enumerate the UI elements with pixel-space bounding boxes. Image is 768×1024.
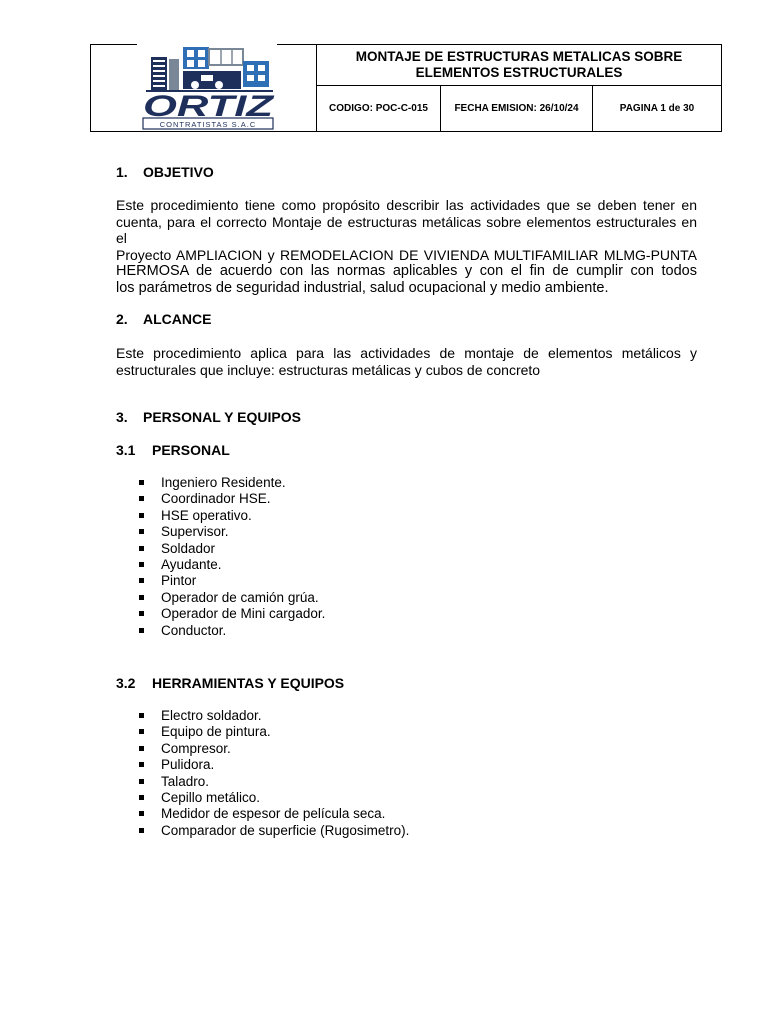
header-meta-row — [317, 86, 721, 131]
list-item: Operador de Mini cargador. — [136, 606, 325, 622]
personal-list — [136, 475, 325, 639]
list-item: Electro soldador. — [136, 708, 409, 724]
subsection-heading-personal — [116, 442, 230, 458]
paragraph-line: cuenta, para el correcto Montaje de estructuras metálicas sobre elementos estructurales en el — [116, 213, 697, 246]
logo-tagline: CONTRATISTAS S.A.C — [159, 120, 257, 129]
section-number: 3. — [116, 409, 128, 425]
list-item: Pulidora. — [136, 757, 409, 773]
section-title: ALCANCE — [143, 311, 212, 327]
document-code: CODIGO: POC-C-015 — [317, 86, 441, 131]
list-item: Operador de camión grúa. — [136, 590, 325, 606]
list-item: Supervisor. — [136, 524, 325, 540]
section-heading-alcance — [116, 311, 211, 327]
paragraph-line: HERMOSA de acuerdo con las normas aplicables y con el fin de cumplir con todos — [116, 263, 697, 279]
document-title — [317, 45, 721, 86]
logo-wordmark: ORTIZ — [143, 90, 276, 123]
subsection-number: 3.1 — [116, 442, 136, 458]
title-line-1: MONTAJE DE ESTRUCTURAS METALICAS SOBRE — [355, 49, 683, 64]
list-item: Equipo de pintura. — [136, 724, 409, 740]
list-item: Comparador de superficie (Rugosimetro). — [136, 823, 409, 839]
paragraph-line: estructurales que incluye: estructuras metálicas y cubos de concreto — [116, 361, 541, 378]
alcance-paragraph — [116, 345, 697, 378]
list-item: Cepillo metálico. — [136, 790, 409, 806]
title-line-2: ELEMENTOS ESTRUCTURALES — [415, 65, 623, 80]
subsection-number: 3.2 — [116, 675, 136, 691]
list-item: Conductor. — [136, 623, 325, 639]
section-heading-objetivo — [116, 164, 214, 180]
list-item: Medidor de espesor de película seca. — [136, 806, 409, 822]
section-title: PERSONAL Y EQUIPOS — [143, 409, 301, 425]
section-heading-personal-equipos — [116, 409, 301, 425]
list-item: Coordinador HSE. — [136, 491, 325, 507]
list-item: Ingeniero Residente. — [136, 475, 325, 491]
subsection-title: PERSONAL — [152, 442, 230, 458]
document-header — [90, 44, 722, 132]
paragraph-line: Este procedimiento tiene como propósito describir las actividades que se deben tener en — [116, 197, 697, 213]
objetivo-paragraph — [116, 197, 697, 296]
paragraph-line: Proyecto AMPLIACION y REMODELACION DE VIVIENDA MULTIFAMILIAR MLMG-PUNTA — [116, 246, 697, 263]
subsection-heading-herramientas — [116, 675, 344, 691]
list-item: Taladro. — [136, 774, 409, 790]
section-number: 1. — [116, 164, 128, 180]
section-number: 2. — [116, 311, 128, 327]
buildings-icon — [146, 47, 273, 91]
list-item: Soldador — [136, 541, 325, 557]
list-item: Compresor. — [136, 741, 409, 757]
section-title: OBJETIVO — [143, 164, 214, 180]
company-logo — [91, 45, 316, 131]
paragraph-line: los parámetros de seguridad industrial, salud ocupacional y medio ambiente. — [116, 279, 609, 296]
subsection-title: HERRAMIENTAS Y EQUIPOS — [152, 675, 345, 691]
herramientas-list — [136, 708, 409, 839]
list-item: Ayudante. — [136, 557, 325, 573]
paragraph-line: Este procedimiento aplica para las actividades de montaje de elementos metálicos y — [116, 345, 697, 361]
list-item: Pintor — [136, 573, 325, 589]
page-number: PAGINA 1 de 30 — [619, 103, 695, 114]
logo-cell — [91, 45, 317, 131]
issue-date: FECHA EMISION: 26/10/24 — [441, 86, 593, 131]
list-item: HSE operativo. — [136, 508, 325, 524]
